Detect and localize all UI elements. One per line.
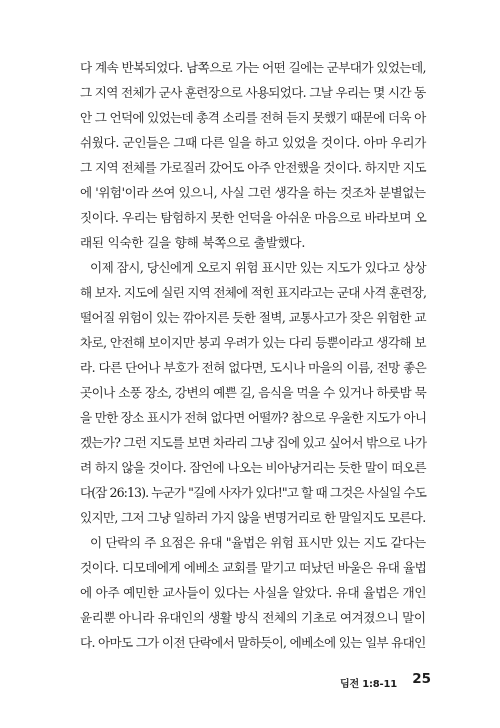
text-line: 있지만, 그저 그냥 일하러 가지 않을 변명거리로 한 말일지도 모른다. (80, 510, 426, 525)
text-line: 다 계속 반복되었다. 남쪽으로 가는 어떤 길에는 군부대가 있었는데, (80, 60, 426, 75)
text-line: 쉬웠다. 군인들은 그때 다른 일을 하고 있었을 것이다. 아마 우리가 (80, 135, 426, 150)
running-head: 딤전 1:8-11 (340, 679, 397, 690)
text-line: 에 '위험'이라 쓰여 있으니, 사실 그런 생각을 하는 것조차 분별없는 (80, 185, 426, 200)
page-footer (340, 671, 431, 691)
text-line: 겠는가? 그런 지도를 보면 차라리 그냥 집에 있고 싶어서 밖으로 나가 (80, 435, 427, 450)
text-line: 래된 익숙한 길을 향해 북쪽으로 출발했다. (80, 235, 306, 250)
text-line: 이제 잠시, 당신에게 오로지 위험 표시만 있는 지도가 있다고 상상 (90, 260, 427, 275)
text-line: 것이다. 디모데에게 에베소 교회를 맡기고 떠났던 바울은 유대 율법 (80, 560, 427, 575)
text-line: 차로, 안전해 보이지만 붕괴 우려가 있는 다리 등뿐이라고 생각해 보 (80, 335, 426, 350)
text-line: 에 아주 예민한 교사들이 있다는 사실을 알았다. 유대 율법은 개인 (80, 585, 427, 600)
text-line: 그 지역 전체를 가로질러 갔어도 아주 안전했을 것이다. 하지만 지도 (80, 160, 426, 175)
text-line: 떨어질 위험이 있는 깎아지른 듯한 절벽, 교통사고가 잦은 위험한 교 (80, 310, 426, 325)
text-line: 짓이다. 우리는 탐험하지 못한 언덕을 아쉬운 마음으로 바라보며 오 (80, 210, 427, 225)
text-line: 곳이나 소풍 장소, 강변의 예쁜 길, 음식을 먹을 수 있거나 하룻밤 묵 (80, 385, 427, 400)
text-line: 라. 다른 단어나 부호가 전혀 없다면, 도시나 마을의 이름, 전망 좋은 (80, 360, 427, 375)
page-number: 25 (412, 671, 431, 687)
text-line: 이 단락의 주 요점은 유대 "율법은 위험 표시만 있는 지도 같다는 (90, 535, 426, 550)
text-line: 해 보자. 지도에 실린 지역 전체에 적힌 표지라고는 군대 사격 훈련장, (80, 285, 427, 300)
text-line: 려 하지 않을 것이다. 잠언에 나오는 비아냥거리는 듯한 말이 떠오른 (80, 460, 426, 475)
text-line: 안 그 언덕에 있었는데 총격 소리를 전혀 듣지 못했기 때문에 더욱 아 (80, 110, 426, 125)
text-line: 을 만한 장소 표시가 전혀 없다면 어떨까? 참으로 우울한 지도가 아니 (80, 410, 427, 425)
text-line: 윤리뿐 아니라 유대인의 생활 방식 전체의 기초로 여겨졌으니 말이 (80, 610, 426, 625)
text-line: 다. 아마도 그가 이전 단락에서 말하듯이, 에베소에 있는 일부 유대인 (80, 635, 426, 650)
text-line: 다(잠 26:13). 누군가 "길에 사자가 있다!"고 할 때 그것은 사실일 수도 (80, 485, 426, 500)
text-line: 그 지역 전체가 군사 훈련장으로 사용되었다. 그날 우리는 몇 시간 동 (80, 85, 426, 100)
